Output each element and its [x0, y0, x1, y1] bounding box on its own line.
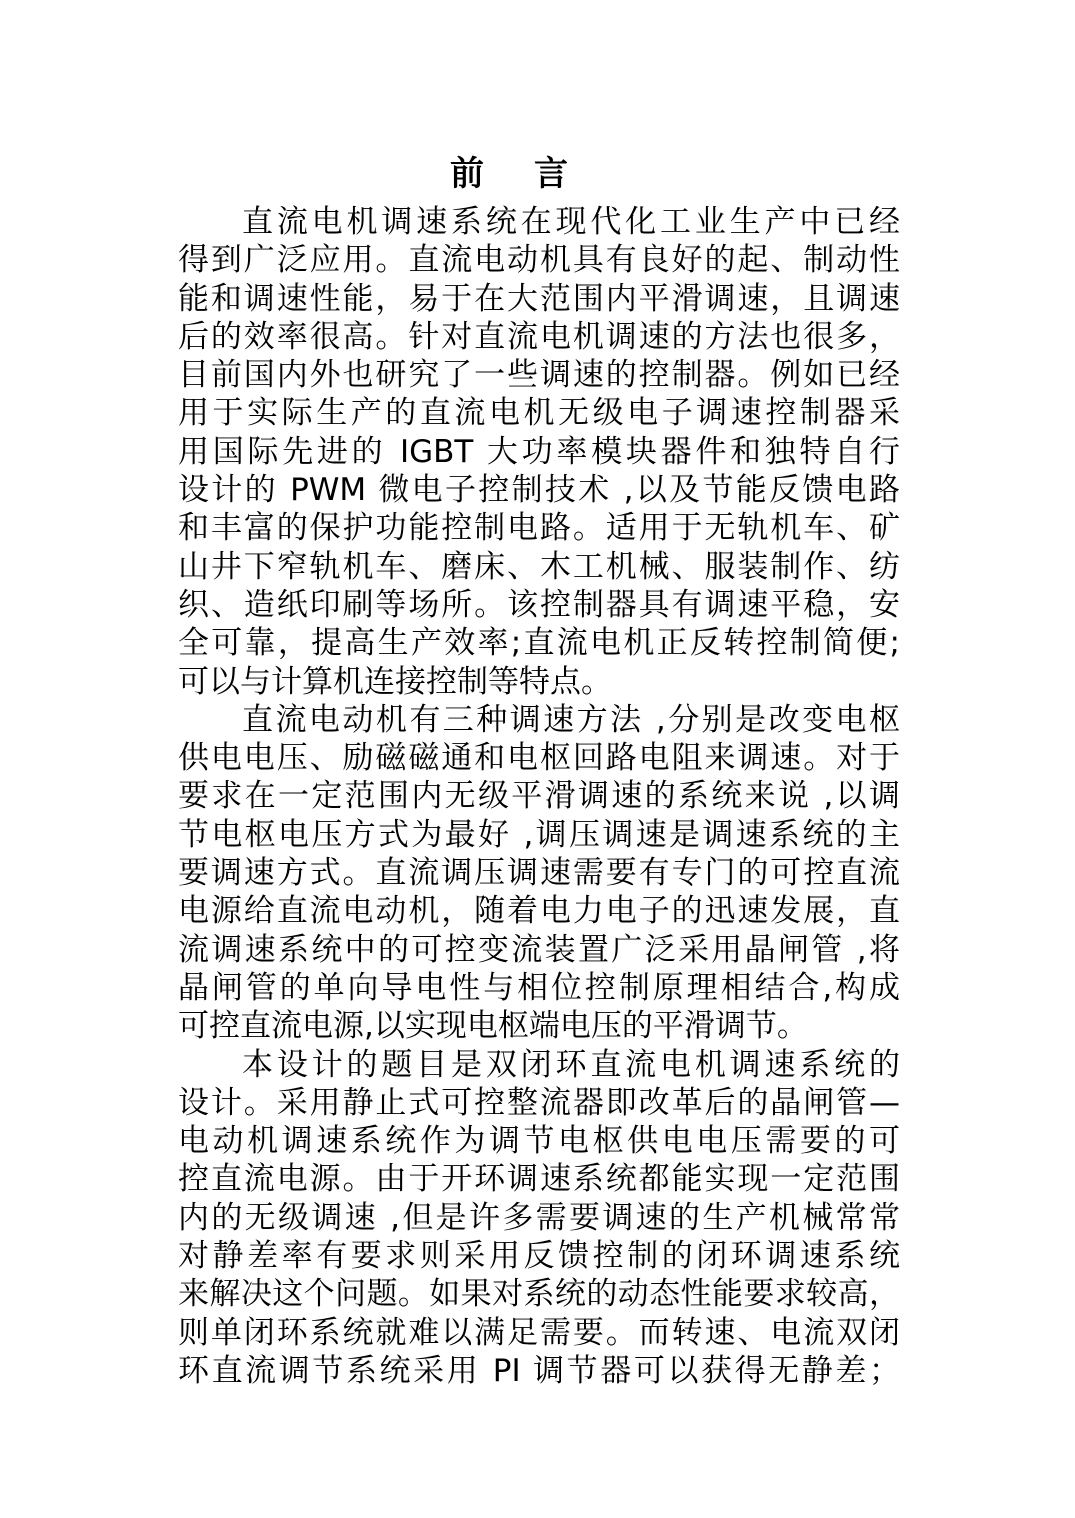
- text-line: 后的效率很高。针对直流电机调速的方法也很多，: [178, 318, 900, 355]
- title-char-2: 言: [534, 153, 570, 194]
- text-line: 节电枢电压方式为最好 ,调压调速是调速系统的主: [178, 816, 900, 853]
- text-line: 要求在一定范围内无级平滑调速的系统来说 ,以调: [178, 778, 900, 815]
- text-line: 设计。采用静止式可控整流器即改革后的晶闸管—: [178, 1084, 900, 1121]
- text-line: 电动机调速系统作为调节电枢供电电压需要的可: [178, 1123, 900, 1160]
- text-line: 环直流调节系统采用 PI 调节器可以获得无静差；: [178, 1352, 900, 1389]
- page-title: [0, 151, 1020, 197]
- text-line: 控直流电源。由于开环调速系统都能实现一定范围: [178, 1161, 900, 1198]
- text-line: 目前国内外也研究了一些调速的控制器。例如已经: [178, 357, 900, 394]
- text-line: 直流电机调速系统在现代化工业生产中已经: [242, 204, 900, 240]
- text-line: 设计的 PWM 微电子控制技术 ,以及节能反馈电路: [178, 472, 900, 509]
- text-line: 则单闭环系统就难以满足需要。而转速、电流双闭: [178, 1314, 900, 1351]
- text-line: 要调速方式。直流调压调速需要有专门的可控直流: [178, 855, 900, 892]
- text-line: 全可靠，提高生产效率;直流电机正反转控制简便;: [178, 625, 900, 662]
- title-char-1: 前: [450, 153, 486, 194]
- text-line: 来解决这个问题。如果对系统的动态性能要求较高，: [178, 1276, 900, 1313]
- text-line: 能和调速性能，易于在大范围内平滑调速，且调速: [178, 280, 900, 317]
- body-text: [178, 203, 900, 1390]
- text-line: 对静差率有要求则采用反馈控制的闭环调速系统: [178, 1238, 900, 1275]
- text-line: 流调速系统中的可控变流装置广泛采用晶闸管 ,将: [178, 931, 900, 968]
- text-line: 本设计的题目是双闭环直流电机调速系统的: [242, 1046, 900, 1083]
- text-line: 用于实际生产的直流电机无级电子调速控制器采: [178, 395, 900, 432]
- text-line: 晶闸管的单向导电性与相位控制原理相结合,构成: [178, 969, 900, 1006]
- text-line: 内的无级调速 ,但是许多需要调速的生产机械常常: [178, 1199, 900, 1236]
- text-line: 直流电动机有三种调速方法 ,分别是改变电枢: [242, 701, 900, 738]
- text-line: 和丰富的保护功能控制电路。适用于无轨机车、矿: [178, 510, 900, 547]
- text-line: 山井下窄轨机车、磨床、木工机械、服装制作、纺: [178, 548, 900, 585]
- text-line: 电源给直流电动机，随着电力电子的迅速发展，直: [178, 893, 900, 930]
- text-line: 可控直流电源,以实现电枢端电压的平滑调节。: [178, 1008, 808, 1045]
- text-line: 织、造纸印刷等场所。该控制器具有调速平稳，安: [178, 586, 900, 623]
- text-line: 用国际先进的 IGBT 大功率模块器件和独特自行: [178, 433, 900, 470]
- text-line: 得到广泛应用。直流电动机具有良好的起、制动性: [178, 242, 900, 279]
- text-line: 可以与计算机连接控制等特点。: [178, 663, 612, 700]
- text-line: 供电电压、励磁磁通和电枢回路电阻来调速。对于: [178, 740, 900, 777]
